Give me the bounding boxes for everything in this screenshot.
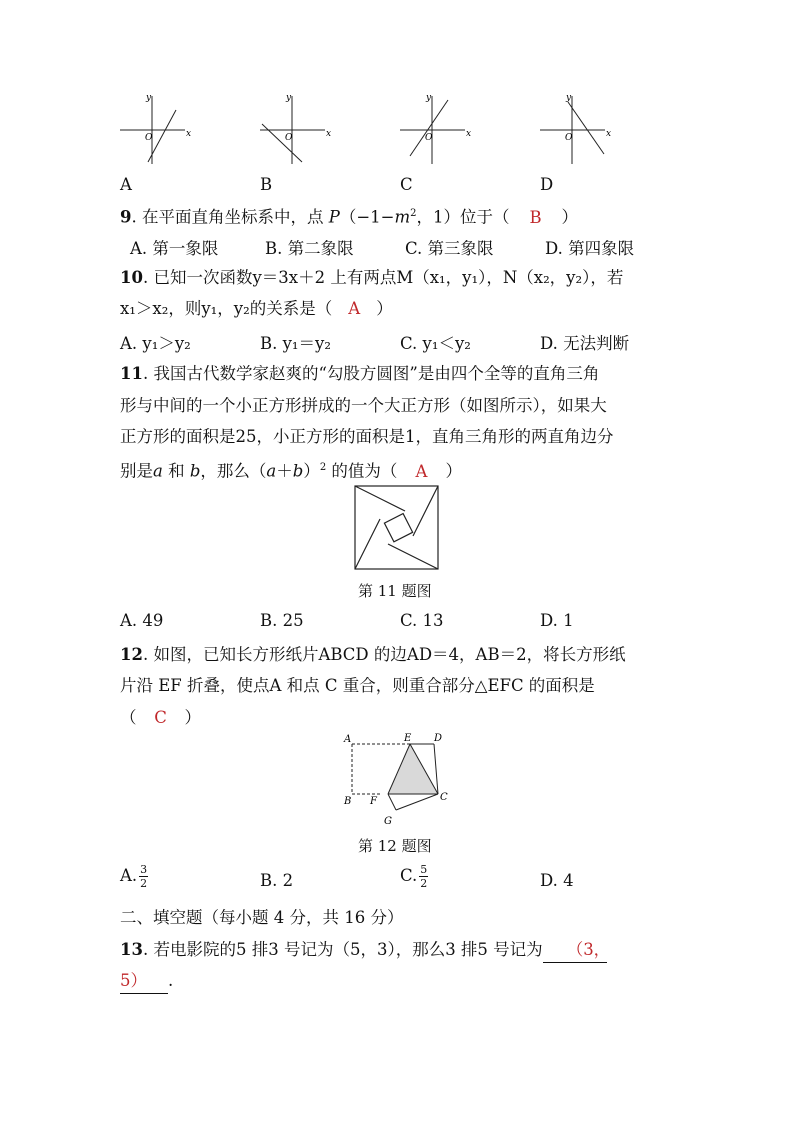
- question-11-text-4e: 的值为（: [326, 461, 398, 481]
- question-9: [120, 202, 578, 230]
- question-10-line-2: [120, 297, 393, 321]
- question-13-line-1: [120, 938, 611, 963]
- question-11-text-1: . 我国古代数学家赵爽的“勾股方圆图”是由四个全等的直角三角: [142, 364, 600, 383]
- graph-c-x: x: [466, 129, 472, 139]
- question-11-sup: 2: [319, 462, 327, 473]
- question-9-close: ）: [561, 207, 579, 227]
- question-9-option-c: C. 第三象限: [405, 239, 494, 258]
- question-10-line-1: [120, 266, 623, 290]
- question-11-text-4d: ）: [303, 461, 320, 481]
- label-e: E: [404, 733, 412, 744]
- question-13-text: . 若电影院的5 排3 号记为（5，3），那么3 排5 号记为: [142, 940, 543, 959]
- question-10-text-1: . 已知一次函数y＝3x＋2 上有两点M（x₁，y₁），N（x₂，y₂），若: [142, 268, 624, 287]
- label-f: F: [370, 796, 377, 807]
- label-c: C: [440, 792, 448, 803]
- question-12-option-b: B. 2: [260, 871, 294, 890]
- graph-d-origin: O: [565, 133, 573, 143]
- question-9-text-b: （−1−: [339, 207, 395, 227]
- folded-rectangle-figure: [340, 730, 460, 830]
- graph-d-y: y: [566, 93, 572, 103]
- figure-11-caption: 第 11 题图: [358, 582, 432, 600]
- question-12-option-d: D. 4: [540, 871, 574, 890]
- question-13-answer-1: （3，: [543, 938, 607, 963]
- question-12-option-c-label: C.: [400, 866, 418, 885]
- question-9-sup: 2: [410, 208, 417, 219]
- graph-d-x: x: [606, 129, 612, 139]
- graph-label-c: C: [400, 175, 413, 194]
- question-13-number: 13: [120, 940, 143, 959]
- graph-a-x: x: [186, 129, 192, 139]
- fraction-5-2-den: 2: [420, 877, 428, 890]
- question-11-b: b: [189, 461, 201, 481]
- question-11-close: ）: [445, 461, 462, 481]
- question-11-text-4c: ，那么（: [200, 461, 267, 481]
- question-12-text-1: . 如图，已知长方形纸片ABCD 的边AD＝4，AB＝2，将长方形纸: [142, 645, 626, 664]
- question-11-text-4b: 和: [162, 461, 190, 481]
- question-9-option-a: A. 第一象限: [130, 239, 219, 258]
- question-9-answer: B: [529, 207, 542, 227]
- graph-c-y: y: [426, 93, 432, 103]
- graphs-figure-2: [390, 88, 640, 168]
- label-g: G: [384, 816, 392, 827]
- question-9-point: P: [328, 207, 340, 227]
- graph-c-origin: O: [425, 133, 433, 143]
- figure-12-caption: 第 12 题图: [358, 837, 432, 855]
- question-10-close: ）: [376, 299, 393, 318]
- graph-label-d: D: [540, 175, 554, 194]
- fraction-5-2: [419, 864, 428, 889]
- question-9-number: 9: [120, 207, 132, 227]
- question-11-option-d: D. 1: [540, 611, 574, 630]
- question-11-option-a: A. 49: [120, 611, 164, 630]
- question-11-number: 11: [120, 364, 143, 383]
- section-2-title: 二、填空题（每小题 4 分，共 16 分）: [120, 908, 404, 927]
- question-9-option-d: D. 第四象限: [545, 239, 635, 258]
- fraction-3-2: [139, 864, 148, 889]
- question-10-answer: A: [348, 299, 361, 318]
- question-9-text-c: ，1）位于（: [416, 207, 510, 227]
- graph-label-a: A: [120, 175, 132, 194]
- question-10-option-c: C. y₁＜y₂: [400, 334, 471, 353]
- question-11-a: a: [153, 461, 163, 481]
- question-11-expr-b: b: [292, 461, 304, 481]
- overlap-triangle: [388, 744, 438, 794]
- question-11-line-4: 别是a 和 b，那么$(a+b)^2$ 的值为（ A ）: [120, 456, 462, 484]
- question-11-option-b: B. 25: [260, 611, 304, 630]
- question-11-line-3: 正方形的面积是25，小正方形的面积是1，直角三角形的两直角边分: [120, 427, 614, 446]
- graph-c: [400, 96, 465, 164]
- question-11-answer: A: [415, 461, 428, 481]
- question-12-line-1: [120, 643, 626, 667]
- graph-b-origin: O: [285, 133, 293, 143]
- question-13-answer-2: 5）: [120, 969, 168, 994]
- graph-b-x: x: [326, 129, 332, 139]
- graph-a: [120, 96, 185, 164]
- label-a: A: [344, 734, 352, 745]
- question-11-expr-a: a: [266, 461, 277, 481]
- question-10-option-d: D. 无法判断: [540, 334, 630, 353]
- question-12-line-2: 片沿 EF 折叠，使点A 和点 C 重合，则重合部分△EFC 的面积是: [120, 676, 595, 695]
- label-d: D: [434, 733, 443, 744]
- graph-d: [540, 96, 605, 164]
- fraction-3-2-den: 2: [140, 877, 148, 890]
- graph-label-b: B: [260, 175, 273, 194]
- question-10-option-b: B. y₁＝y₂: [260, 334, 331, 353]
- question-13-line-2: [120, 969, 173, 994]
- question-12-close: ）: [184, 708, 201, 727]
- question-9-text-a: . 在平面直角坐标系中，点: [131, 207, 329, 227]
- graph-b: [260, 96, 325, 164]
- question-12-option-a-label: A.: [120, 866, 138, 885]
- graph-b-y: y: [286, 93, 292, 103]
- question-12-answer: C: [154, 708, 167, 727]
- question-10-text-2: x₁＞x₂，则y₁，y₂的关系是（: [120, 299, 333, 318]
- question-11-line-2: 形与中间的一个小正方形拼成的一个大正方形（如图所示），如果大: [120, 396, 607, 415]
- question-10-option-a: A. y₁＞y₂: [120, 334, 191, 353]
- question-11-line-1: [120, 362, 599, 386]
- question-12-option-c: [400, 864, 428, 889]
- question-13-end: .: [168, 971, 174, 990]
- graph-a-origin: O: [145, 133, 153, 143]
- question-12-open: （: [120, 708, 137, 727]
- zhao-shuang-figure: [354, 485, 440, 571]
- question-11-text-4a: 别是: [120, 461, 153, 481]
- question-10-number: 10: [120, 268, 143, 287]
- graphs-figure: [110, 88, 350, 168]
- question-12-number: 12: [120, 645, 143, 664]
- question-12-line-3: [120, 706, 201, 730]
- label-b: B: [344, 796, 352, 807]
- question-12-option-a: [120, 864, 148, 889]
- question-11-option-c: C. 13: [400, 611, 444, 630]
- question-9-option-b: B. 第二象限: [265, 239, 354, 258]
- fraction-5-2-num: 5: [420, 863, 428, 876]
- graph-a-y: y: [146, 93, 152, 103]
- fraction-3-2-num: 3: [140, 863, 148, 876]
- question-9-m: m: [394, 207, 411, 227]
